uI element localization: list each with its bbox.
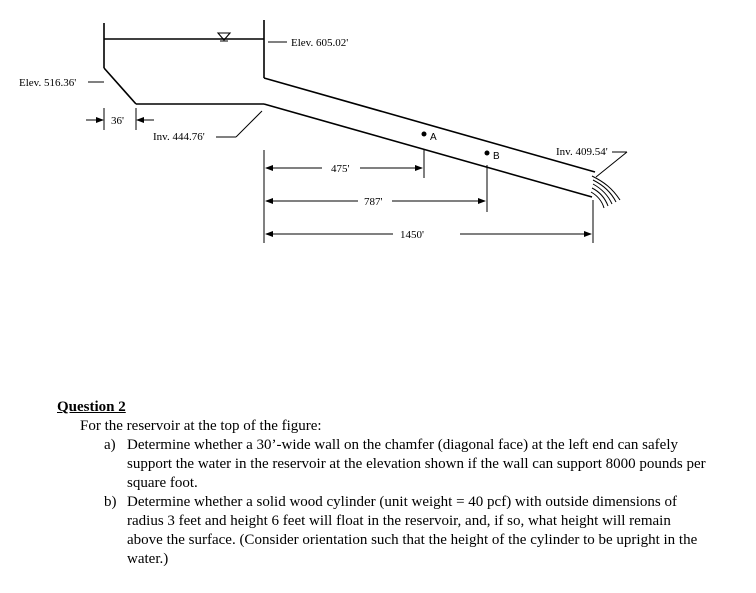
dim-787-label: 787': [364, 196, 383, 208]
dim-36-label: 36': [111, 115, 124, 127]
question-title: Question 2: [57, 399, 126, 415]
inv-right-label: Inv. 409.54': [556, 146, 608, 158]
point-b-label: B: [493, 151, 500, 162]
dim-1450-label: 1450': [400, 229, 424, 241]
item-marker: b): [104, 494, 117, 510]
question-item-b: [57, 493, 707, 569]
elev-left-label: Elev. 516.36': [19, 77, 77, 89]
inv-left-label: Inv. 444.76': [153, 131, 205, 143]
point-a-dot: [422, 132, 427, 137]
pipe-bottom-edge: [264, 104, 592, 197]
reservoir-chamfer: [104, 68, 136, 104]
question-intro: For the reservoir at the top of the figure:: [80, 418, 322, 434]
item-marker: a): [104, 437, 116, 453]
elev-top-label: Elev. 605.02': [291, 37, 349, 49]
reservoir-outline: [104, 20, 595, 197]
point-b-dot: [485, 151, 490, 156]
inv-left-pointer: [236, 111, 262, 137]
point-a-label: A: [430, 132, 437, 143]
item-text: Determine whether a 30’-wide wall on the chamfer (diagonal face) at the left end can safely support the water in the reservoir at the elevation shown if the wall can support 8000 pounds per square foot.: [127, 437, 706, 491]
item-text: Determine whether a solid wood cylinder (unit weight = 40 pcf) with outside dimensions of radius 3 feet and height 6 feet will float in the reservoir, and, if so, what height will remain above the surface. (Consider orientation such that the height of the cylinder to be upright in the water.): [127, 494, 698, 567]
outlet-spray-icon: [591, 176, 620, 208]
question-item-a: [57, 436, 707, 493]
question-block: [57, 398, 707, 569]
pipe-top-edge: [264, 78, 595, 172]
dim-475-label: 475': [331, 163, 350, 175]
